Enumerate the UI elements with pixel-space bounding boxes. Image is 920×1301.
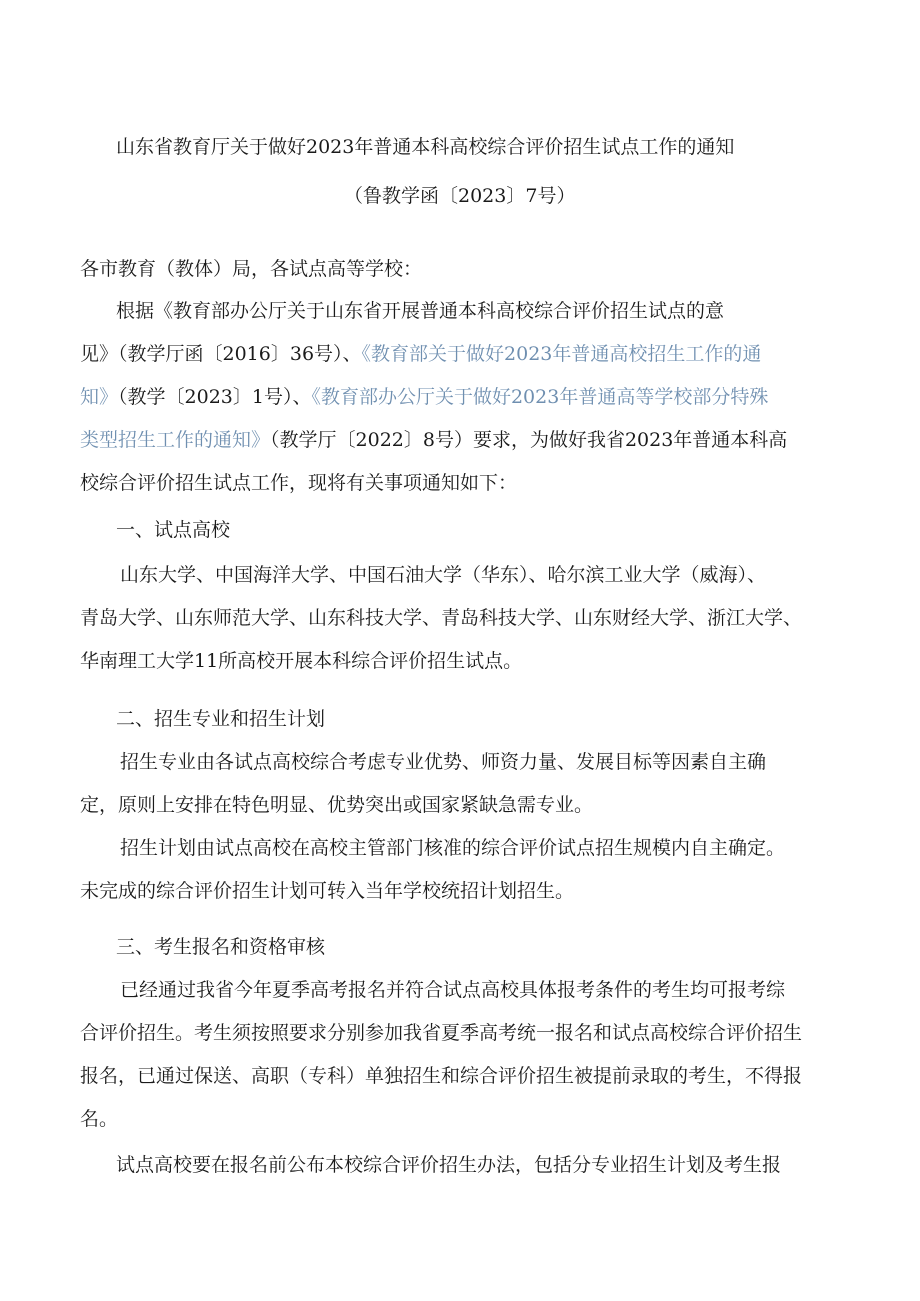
section-2-p2-line-2: 未完成的综合评价招生计划可转入当年学校统招计划招生。	[80, 880, 575, 902]
intro-line-3	[80, 383, 768, 411]
section-1-p1-line-1: 山东大学、中国海洋大学、中国石油大学（华东）、哈尔滨工业大学（威海）、	[120, 564, 767, 586]
intro-line-2-text: 见》（教学厅函〔2016〕36号）、	[80, 343, 362, 365]
section-3-p1-line-3: 报名，已通过保送、高职（专科）单独招生和综合评价招生被提前录取的考生，不得报	[80, 1065, 803, 1087]
document-number: （鲁教学函〔2023〕7号）	[344, 185, 576, 207]
section-2-p1-line-2: 定，原则上安排在特色明显、优势突出或国家紧缺急需专业。	[80, 794, 594, 816]
intro-line-4	[80, 426, 787, 454]
section-2-p1-line-1: 招生专业由各试点高校综合考虑专业优势、师资力量、发展目标等因素自主确	[120, 751, 767, 773]
link-moe-2023-admission-notice[interactable]: 《教育部关于做好2023年普通高校招生工作的通	[361, 343, 762, 365]
section-1-p1-line-3: 华南理工大学11所高校开展本科综合评价招生试点。	[80, 650, 523, 672]
section-2-p2-line-1: 招生计划由试点高校在高校主管部门核准的综合评价试点招生规模内自主确定。	[120, 837, 786, 859]
section-3-p1-line-2: 合评价招生。考生须按照要求分别参加我省夏季高考统一报名和试点高校综合评价招生	[80, 1022, 803, 1044]
link-moe-special-admission-notice[interactable]: 《教育部办公厅关于做好2023年普通高等学校部分特殊	[311, 386, 769, 408]
link-moe-special-admission-notice-cont[interactable]: 类型招生工作的通知》	[80, 429, 271, 451]
section-3-p1-line-1: 已经通过我省今年夏季高考报名并符合试点高校具体报考条件的考生均可报考综	[120, 979, 786, 1001]
intro-line-5: 校综合评价招生试点工作，现将有关事项通知如下：	[80, 472, 518, 494]
intro-line-3-text: （教学〔2023〕1号）、	[118, 386, 312, 408]
section-3-p1-line-4: 名。	[80, 1108, 119, 1130]
intro-line-1: 根据《教育部办公厅关于山东省开展普通本科高校综合评价招生试点的意	[116, 300, 725, 322]
section-2-heading: 二、招生专业和招生计划	[116, 708, 326, 730]
intro-line-2	[80, 340, 761, 368]
section-1-p1-line-2: 青岛大学、山东师范大学、山东科技大学、青岛科技大学、山东财经大学、浙江大学、	[80, 607, 803, 629]
link-moe-2023-admission-notice-cont[interactable]: 知》	[80, 386, 119, 408]
section-3-p2-line-1: 试点高校要在报名前公布本校综合评价招生办法，包括分专业招生计划及考生报	[116, 1154, 782, 1176]
intro-line-4-text: （教学厅〔2022〕8号）要求，为做好我省2023年普通本科高	[270, 429, 788, 451]
document-title: 山东省教育厅关于做好2023年普通本科高校综合评价招生试点工作的通知	[116, 136, 735, 158]
section-1-heading: 一、试点高校	[116, 519, 231, 541]
section-3-heading: 三、考生报名和资格审核	[116, 936, 326, 958]
salutation: 各市教育（教体）局，各试点高等学校：	[80, 258, 423, 280]
